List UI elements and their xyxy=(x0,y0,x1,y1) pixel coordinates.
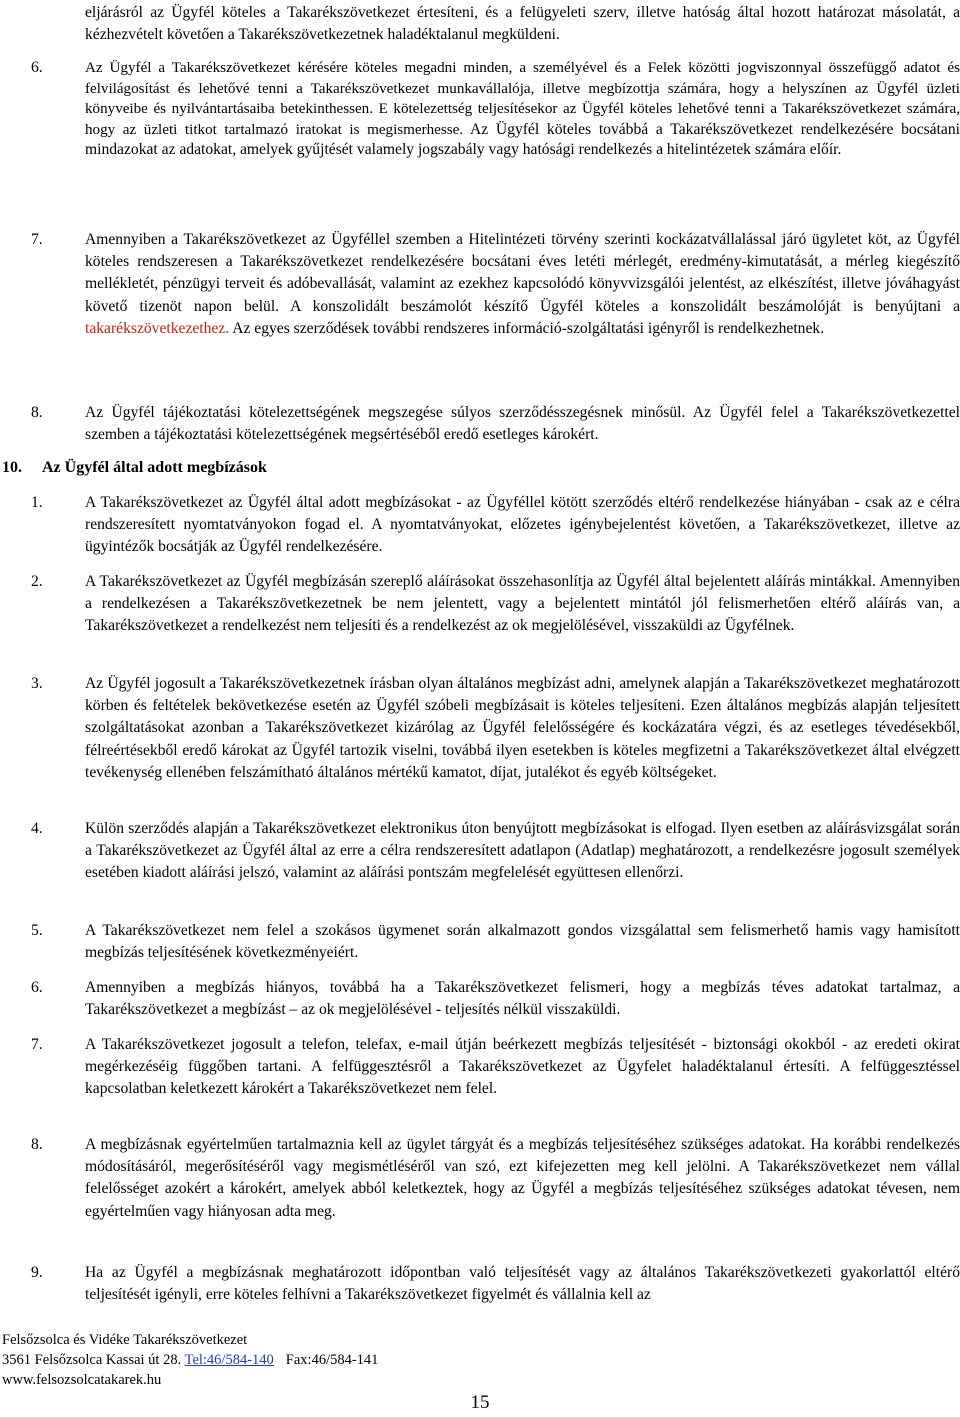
list-item xyxy=(31,977,960,1021)
item-number: 5. xyxy=(31,922,43,939)
list-item xyxy=(31,492,960,559)
list-item xyxy=(31,58,960,161)
item-text: Amennyiben a megbízás hiányos, továbbá ha a Takarékszövetkezet felismeri, hogy a megbízás téves adatokat tartalmaz, a Takarékszövetkezet a megbízást – az ok megjelölésével - teljesítés nélkül visszaküldi. xyxy=(85,979,960,1019)
page-number: 15 xyxy=(470,1392,490,1413)
list-item xyxy=(31,818,960,885)
section-number: 10. xyxy=(2,459,22,476)
section-heading xyxy=(2,457,267,479)
item-text: Az Ügyfél a Takarékszövetkezet kérésére köteles megadni minden, a személyével és a Felek közötti jogviszonnyal összefüggő adatot és felvilágosítást és lehetővé tenni a Takarékszövetkezet munkavállalója, illetve megbízottja számára, hogy a helyszínen az Ügyfél üzleti könyveibe és nyilvántartásaiba betekinthessen. E kötelezettség teljesítésekor az Ügyfél köteles lehetővé tenni a Takarékszövetkezet számára, hogy az üzleti titkot tartalmazó iratokat is megismerhesse. xyxy=(85,60,960,138)
item-text: Ha az Ügyfél a megbízásnak meghatározott időpontban való teljesítését vagy az általános Takarékszövetkezeti gyakorlattól eltérő teljesítését igényli, erre köteles felhívni a Takarékszövetkezet figyelmét és vállalnia kell az xyxy=(85,1264,960,1304)
page-footer xyxy=(2,1330,378,1390)
item-text: A Takarékszövetkezet jogosult a telefon, telefax, e-mail útján beérkezett megbízás teljesítését - biztonsági okokból - az eredeti okirat megérkezéséig függőben tartani. A felfüggesztésről a Takarékszövetkezet az Ügyfelet haladéktalanul értesíti. A felfüggesztéssel kapcsolatban keletkezett károkért a Takarékszövetkezet nem felel. xyxy=(85,1036,960,1098)
item-text: Amennyiben a Takarékszövetkezet az Ügyféllel szemben a Hitelintézeti törvény szerinti kockázatvállalással járó ügyletet köt, az Ügyfél köteles rendszeresen a Takarékszövetkezet rendelkezésére bocsátani éves letéti mérlegét, eredmény-kimutatását, a mérleg kiegészítő mellékletét, pénzügyi terveit és adóbevallását, valamint az ezekhez kapcsolódó könyvvizsgálói jelentést, az elkészítést, illetve jóváhagyást követő tizenöt napon belül. A konszolidált beszámolót készítő Ügyfél köteles a konszolidált beszámolóját is benyújtani a xyxy=(85,231,960,315)
footer-website: www.felsozsolcatakarek.hu xyxy=(2,1372,162,1388)
list-item xyxy=(31,1034,960,1101)
item-text: Az Ügyfél jogosult a Takarékszövetkezetnek írásban olyan általános megbízást adni, amelynek alapján a Takarékszövetkezet meghatározott körben és feltételek bekövetkezése esetén az Ügyfél szóbeli megbízásait is köteles teljesíteni. Ezen általános megbízás alapján teljesített szolgáltatásokat azonban a Takarékszövetkezet kizárólag az Ügyfél felelősségére és kockázatára végzi, és az esetleges tévedésekből, félreértésekből eredő károkat az Ügyfél tartozik viselni, továbbá ilyen esetekben is köteles megfizetni a Takarékszövetkezet által elvégzett tevékenység ellenében felszámítható általános mértékű kamatot, díjat, jutalékot és egyéb költségeket. xyxy=(85,675,960,781)
item-number: 4. xyxy=(31,820,43,837)
list-item xyxy=(31,1134,960,1223)
item-number: 8. xyxy=(31,1136,43,1153)
item-number: 9. xyxy=(31,1264,43,1281)
item-number: 8. xyxy=(31,404,43,421)
highlighted-text: takarékszövetkezethez. xyxy=(85,319,230,337)
list-item xyxy=(31,1262,960,1306)
list-item xyxy=(31,673,960,784)
item-number: 3. xyxy=(31,675,43,692)
footer-organization: Felsőzsolca és Vidéke Takarékszövetkezet xyxy=(2,1332,248,1348)
footer-contact-line xyxy=(2,1350,378,1370)
item-text: A Takarékszövetkezet nem felel a szokásos ügymenet során alkalmazott gondos vizsgálattal sem felismerhető hamis vagy hamisított megbízás teljesítésének következményeiért. xyxy=(85,922,960,962)
list-item xyxy=(31,571,960,638)
section-title: Az Ügyfél által adott megbízások xyxy=(42,459,267,476)
item-text-continued: Az Ügyfél köteles továbbá a Takarékszövetkezet rendelkezésére bocsátani mindazokat az adatokat, amelyek gyűjtését valamely jogszabály vagy hatósági rendelkezés a hitelintézetek számára előír. xyxy=(85,120,960,158)
item-text: A megbízásnak egyértelműen tartalmaznia kell az ügylet tárgyát és a megbízás teljesítéséhez szükséges adatokat. Ha korábbi rendelkezés módosításáról, megerősítéséről vagy megismétléséről van szó, ezt kifejezetten meg kell jelölni. A Takarékszövetkezet nem vállal felelősséget azokért a károkért, amelyek abból keletkeztek, hogy az Ügyfél a megbízás teljesítéséhez szükséges adatokat tévesen, nem egyértelműen vagy hiányosan adta meg. xyxy=(85,1136,960,1220)
item-number: 6. xyxy=(31,979,43,996)
item-number: 6. xyxy=(31,59,43,76)
intro-paragraph: eljárásról az Ügyfél köteles a Takarékszövetkezet értesíteni, és a felügyeleti szerv, illetve hatóság által hozott határozat másolatát, a kézhezvételt követően a Takarékszövetkezetnek haladéktalanul megküldeni. xyxy=(85,4,960,43)
list-item xyxy=(31,229,960,340)
footer-address: 3561 Felsőzsolca Kassai út 28. xyxy=(2,1352,182,1368)
item-text: A Takarékszövetkezet az Ügyfél megbízásán szereplő aláírásokat összehasonlítja az Ügyfél által bejelentett aláírás mintákkal. Amennyiben a rendelkezésen a Takarékszövetkezetnek be nem jelentett, vagy a bejelentett mintától jól felismerhetően eltérő aláírás van, a Takarékszövetkezet a rendelkezést nem teljesíti és a rendelkezést az ok megjelölésével, visszaküldi az Ügyfélnek. xyxy=(85,573,960,635)
footer-fax: Fax:46/584-141 xyxy=(285,1352,379,1368)
item-number: 7. xyxy=(31,1036,43,1053)
item-text: Az Ügyfél tájékoztatási kötelezettségének megszegése súlyos szerződésszegésnek minősül. Az Ügyfél felel a Takarékszövetkezettel szemben a tájékoztatási kötelezettségének megsértéséből eredő esetleges károkért. xyxy=(85,404,960,444)
item-number: 1. xyxy=(31,494,43,511)
item-text-continued: Az egyes szerződések további rendszeres információ-szolgáltatási igényről is rendelkezhetnek. xyxy=(229,319,825,337)
item-text: A Takarékszövetkezet az Ügyfél által adott megbízásokat - az Ügyféllel kötött szerződés eltérő rendelkezése hiányában - csak az e célra rendszeresített nyomtatványokon fogad el. A nyomtatványokat, előzetes igénybejelentést követően, a Takarékszövetkezet, illetve az ügyintézők bocsátják az Ügyfél rendelkezésére. xyxy=(85,494,960,556)
list-item xyxy=(31,920,960,964)
footer-phone-link[interactable]: Tel:46/584-140 xyxy=(184,1352,274,1368)
list-item xyxy=(31,402,960,446)
item-text: Külön szerződés alapján a Takarékszövetkezet elektronikus úton benyújtott megbízásokat is elfogad. Ilyen esetben az aláírásvizsgálat során a Takarékszövetkezet az Ügyfél által az erre a célra rendszeresített adatlapon (Adatlap) meghatározott, a rendelkezésre jogosult személyek esetében kiadott aláírási jelszó, valamint az aláírási pontszám megfelelését együttesen ellenőrzi. xyxy=(85,820,960,882)
item-number: 7. xyxy=(31,231,43,248)
item-number: 2. xyxy=(31,573,43,590)
